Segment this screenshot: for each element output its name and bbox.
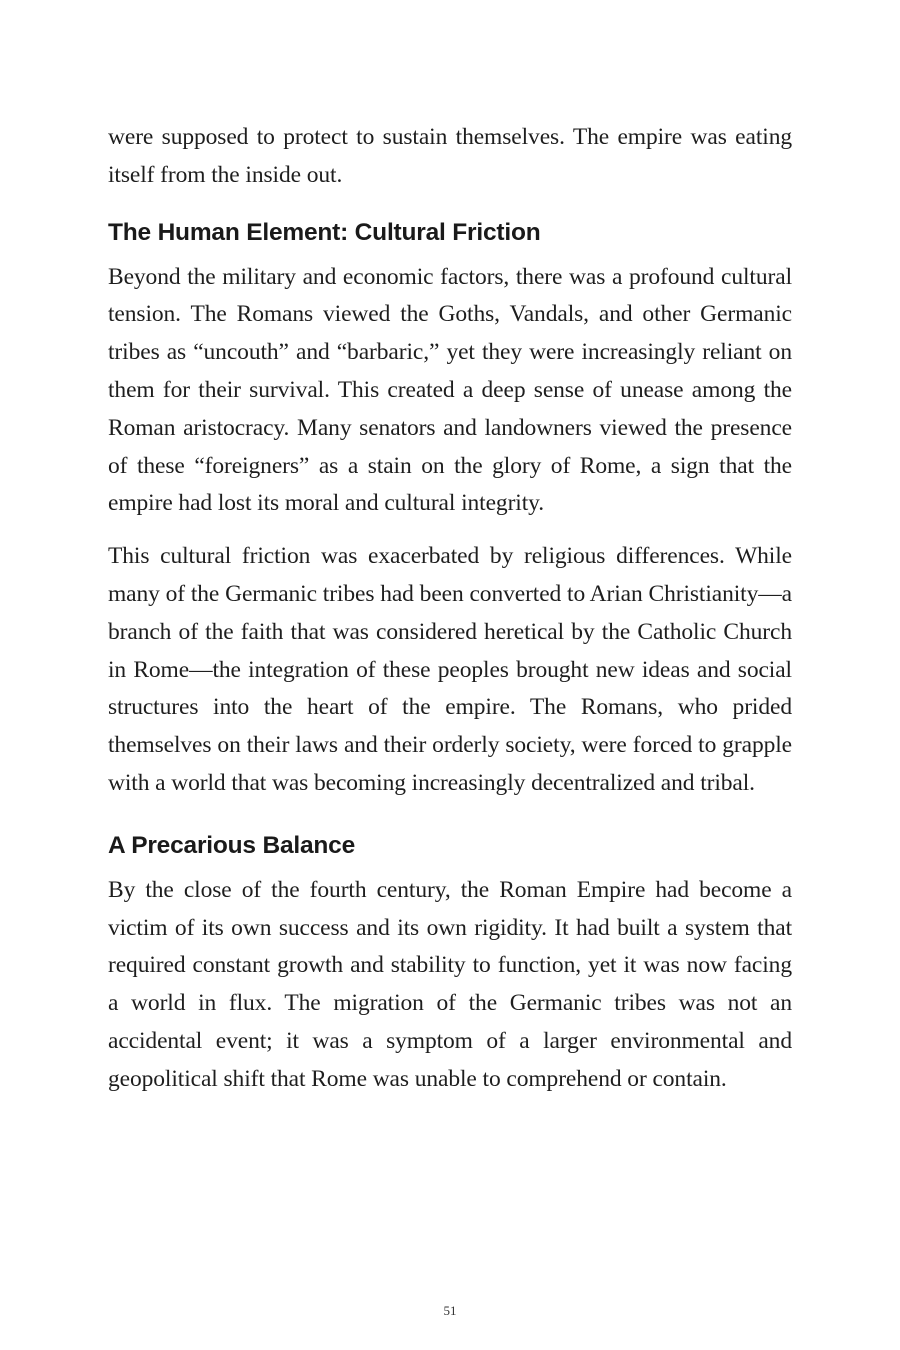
page-content: [108, 119, 792, 1099]
paragraph-cultural-tension: Beyond the military and economic factors, there was a profound cultural tension. The Romans viewed the Goths, Vandals, and other Germanic tribes as “uncouth” and “barbaric,” yet they were increasingly reliant on them for their survival. This created a deep sense of unease among the Roman aristocracy. Many senators and landowners viewed the presence of these “foreigners” as a stain on the glory of Rome, a sign that the empire had lost its moral and cultural integrity.: [108, 263, 792, 517]
paragraph-religious-differences: This cultural friction was exacerbated by religious differences. While many of the Germanic tribes had been converted to Arian Christianity—a branch of the faith that was considered heretical by the Catholic Church in Rome—the integration of these peoples brought new ideas and social structures into the heart of the empire. The Romans, who prided themselves on their laws and their orderly society, were forced to grapple with a world that was becoming increasingly decentralized and tribal.: [108, 543, 792, 796]
paragraph-fourth-century: By the close of the fourth century, the Roman Empire had become a victim of its own success and its own rigidity. It had built a system that required constant growth and stability to function, yet it was now facing a world in flux. The migration of the Germanic tribes was not an accidental event; it was a symptom of a larger environmental and geopolitical shift that Rome was unable to comprehend or contain.: [108, 876, 792, 1092]
page-number: 51: [443, 1303, 457, 1318]
section-heading-precarious-balance: A Precarious Balance: [108, 831, 356, 859]
paragraph-intro: were supposed to protect to sustain themselves. The empire was eating itself from the inside out.: [108, 124, 792, 188]
section-heading-cultural-friction: The Human Element: Cultural Friction: [108, 218, 541, 246]
